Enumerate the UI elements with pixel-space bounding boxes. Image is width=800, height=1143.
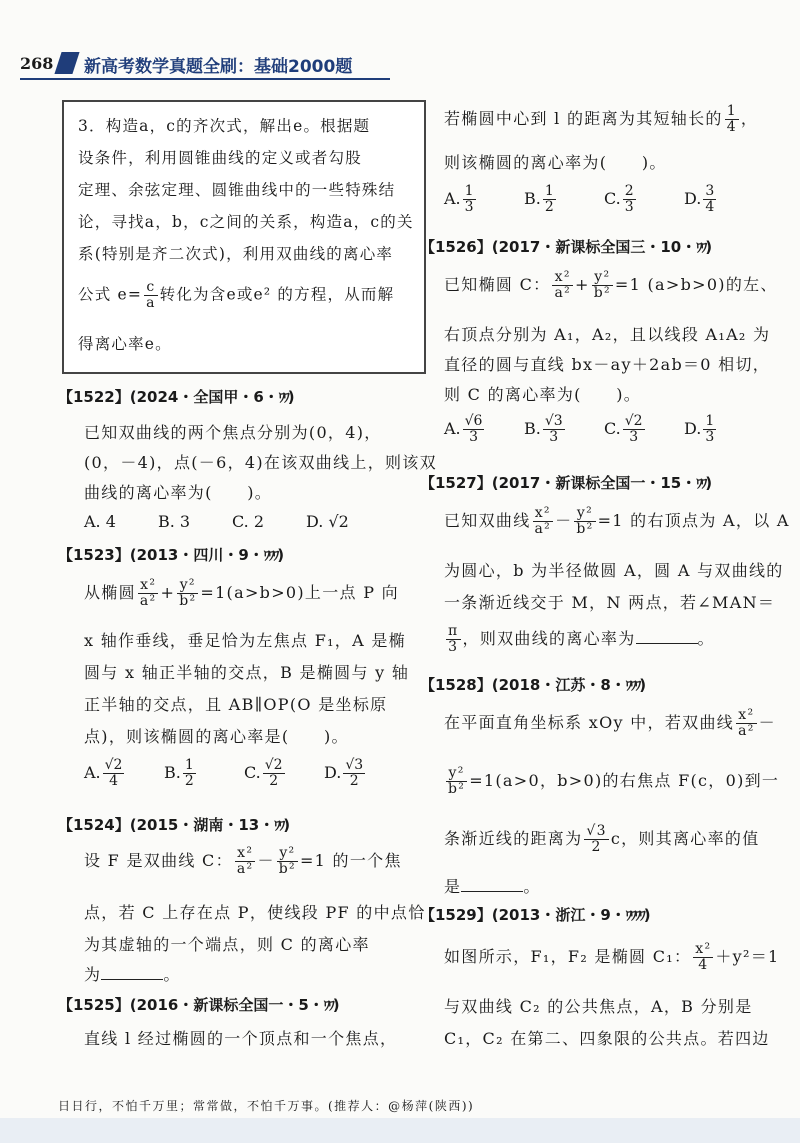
option-d: D. √2 bbox=[306, 512, 349, 531]
options-1523 bbox=[84, 758, 381, 789]
options-1526 bbox=[444, 414, 732, 445]
problem-text: 为圆心，b 为半径做圆 A，圆 A 与双曲线的 bbox=[444, 561, 784, 580]
fraction-c-over-a: $\frac{c}{a}$ bbox=[146, 279, 156, 311]
problem-text: 设 F 是双曲线 C： $\frac{\text{x²}}{\text{a²}}$ － $\frac{\text{y²}}{\text{b²}}$ =1 的一个焦 bbox=[84, 845, 402, 877]
difficulty-icon: ﾜﾜ bbox=[696, 477, 706, 492]
problem-text: C₁，C₂ 在第二、四象限的公共点。若四边 bbox=[444, 1029, 770, 1048]
option-d: D. $\frac{√3}{2}$ bbox=[324, 757, 364, 789]
header-rule bbox=[20, 78, 390, 80]
option-c: C. 2 bbox=[232, 512, 265, 531]
problem-text: x 轴作垂线，垂足恰为左焦点 F₁，A 是椭 bbox=[84, 631, 406, 650]
tip-formula-prefix: 公式 e= bbox=[78, 285, 143, 304]
option-a: A. $\frac{√2}{4}$ bbox=[84, 757, 123, 789]
problem-title-1528: 【1528】(2018・江苏・8・ﾜﾜﾜ) bbox=[420, 676, 647, 694]
problem-title-1523: 【1523】(2013・四川・9・ﾜﾜﾜ) bbox=[58, 546, 285, 564]
tip-box bbox=[62, 100, 426, 374]
tip-line: 定理、余弦定理、圆锥曲线中的一些特殊结 bbox=[78, 181, 396, 199]
problem-text: 已知双曲线 $\frac{\text{x²}}{\text{a²}}$ － $\frac{\text{y²}}{\text{b²}}$ =1 的右顶点为 A，以 A bbox=[444, 505, 790, 537]
bottom-strip bbox=[0, 1118, 800, 1143]
problem-text: 点)，则该椭圆的离心率是( )。 bbox=[84, 727, 349, 746]
problem-text: 为 。 bbox=[84, 965, 181, 984]
problem-title-1527: 【1527】(2017・新课标全国一・15・ﾜﾜ) bbox=[420, 474, 713, 492]
difficulty-icon: ﾜﾜ bbox=[323, 999, 333, 1014]
tip-formula-line bbox=[78, 280, 418, 311]
option-b: B. 3 bbox=[158, 512, 191, 531]
difficulty-icon: ﾜﾜ bbox=[696, 241, 706, 256]
problem-text: 是 。 bbox=[444, 877, 541, 896]
problem-text: 右顶点分别为 A₁，A₂，且以线段 A₁A₂ 为 bbox=[444, 325, 771, 344]
tip-line: 论，寻找a，b，c之间的关系，构造a，c的关 bbox=[78, 213, 414, 231]
problem-text: 如图所示，F₁，F₂ 是椭圆 C₁： $\frac{\text{x²}}{4}$ ＋y²＝1 bbox=[444, 941, 780, 973]
problem-text: (0，－4)，点(－6，4)在该双曲线上，则该双 bbox=[84, 453, 437, 472]
difficulty-icon: ﾜﾜﾜ bbox=[263, 549, 278, 564]
problem-title-1526: 【1526】(2017・新课标全国三・10・ﾜﾜ) bbox=[420, 238, 713, 256]
options-1525 bbox=[444, 184, 732, 215]
option-b: B. $\frac{√3}{3}$ bbox=[524, 413, 563, 445]
option-b: B. $\frac{1}{2}$ bbox=[164, 757, 194, 789]
option-d: D. $\frac{3}{4}$ bbox=[684, 183, 715, 215]
problem-text: 在平面直角坐标系 xOy 中，若双曲线 $\frac{\text{x²}}{\text{a²}}$ － bbox=[444, 707, 776, 739]
problem-text: 直径的圆与直线 bx－ay＋2ab＝0 相切， bbox=[444, 355, 771, 374]
problem-text: 曲线的离心率为( )。 bbox=[84, 483, 273, 502]
difficulty-icon: ﾜﾜ bbox=[278, 391, 288, 406]
option-c: C. $\frac{√2}{2}$ bbox=[244, 757, 283, 789]
problem-text: 直线 l 经过椭圆的一个顶点和一个焦点， bbox=[84, 1029, 398, 1048]
options-1522 bbox=[84, 512, 363, 531]
problem-title-1524: 【1524】(2015・湖南・13・ﾜﾜ) bbox=[58, 816, 291, 834]
option-a: A. $\frac{1}{3}$ bbox=[444, 183, 474, 215]
tip-line: 得离心率e。 bbox=[78, 335, 172, 353]
problem-text: 正半轴的交点，且 AB∥OP(O 是坐标原 bbox=[84, 695, 388, 714]
tip-line: 系(特别是齐二次式)，利用双曲线的离心率 bbox=[78, 245, 394, 263]
tip-line: 设条件，利用圆锥曲线的定义或者勾股 bbox=[78, 149, 362, 167]
problem-text: 已知椭圆 C： $\frac{\text{x²}}{\text{a²}}$ + $\frac{\text{y²}}{\text{b²}}$ =1 (a>b>0)的左、 bbox=[444, 269, 778, 301]
problem-text: 一条渐近线交于 M，N 两点，若∠MAN＝ bbox=[444, 593, 776, 612]
problem-text: 从椭圆 $\frac{\text{x²}}{\text{a²}}$ + $\frac{\text{y²}}{\text{b²}}$ =1(a>b>0)上一点 P 向 bbox=[84, 577, 399, 609]
tip-formula-suffix: 转化为含e或e² 的方程，从而解 bbox=[159, 285, 395, 304]
header-mark-icon bbox=[54, 52, 79, 74]
answer-blank bbox=[461, 877, 523, 892]
problem-title-1529: 【1529】(2013・浙江・9・ﾜﾜﾜﾜ) bbox=[420, 906, 651, 924]
problem-title-1522: 【1522】(2024・全国甲・6・ﾜﾜ) bbox=[58, 388, 295, 406]
difficulty-icon: ﾜﾜﾜﾜ bbox=[625, 909, 644, 924]
problem-text: 则该椭圆的离心率为( )。 bbox=[444, 153, 667, 172]
problem-title-1525: 【1525】(2016・新课标全国一・5・ﾜﾜ) bbox=[58, 996, 340, 1014]
option-c: C. $\frac{2}{3}$ bbox=[604, 183, 634, 215]
problem-text: 为其虚轴的一个端点，则 C 的离心率 bbox=[84, 935, 370, 954]
problem-text: 与双曲线 C₂ 的公共焦点，A，B 分别是 bbox=[444, 997, 753, 1016]
tip-line: 3．构造a，c的齐次式，解出e。根据题 bbox=[78, 117, 371, 135]
footer-quote: 日日行，不怕千万里；常常做，不怕千万事。(推荐人：@杨萍(陕西)) bbox=[58, 1099, 475, 1113]
problem-text: 则 C 的离心率为( )。 bbox=[444, 385, 642, 404]
problem-text: 已知双曲线的两个焦点分别为(0，4)， bbox=[84, 423, 382, 442]
option-a: A. 4 bbox=[84, 512, 116, 531]
option-b: B. $\frac{1}{2}$ bbox=[524, 183, 554, 215]
answer-blank bbox=[636, 629, 698, 644]
option-d: D. $\frac{1}{3}$ bbox=[684, 413, 715, 445]
option-c: C. $\frac{√2}{3}$ bbox=[604, 413, 643, 445]
problem-text: $\frac{\text{y²}}{\text{b²}}$ =1(a>0，b>0)的右焦点 F(c，0)到一 bbox=[448, 765, 780, 797]
problem-text: 条渐近线的距离为 $\frac{√3}{2}$ c，则其离心率的值 bbox=[444, 823, 760, 855]
answer-blank bbox=[101, 965, 163, 980]
problem-text: $\frac{\pi}{3}$ ，则双曲线的离心率为 。 bbox=[448, 623, 715, 655]
problem-text: 若椭圆中心到 l 的距离为其短轴长的 $\frac{1}{4}$ ， bbox=[444, 103, 759, 135]
problem-text: 圆与 x 轴正半轴的交点，B 是椭圆与 y 轴 bbox=[84, 663, 410, 682]
page-number: 268 bbox=[20, 54, 54, 73]
book-title: 新高考数学真题全刷：基础2000题 bbox=[84, 57, 353, 77]
difficulty-icon: ﾜﾜ bbox=[274, 819, 284, 834]
problem-text: 点，若 C 上存在点 P，使线段 PF 的中点恰 bbox=[84, 903, 426, 922]
option-a: A. $\frac{√6}{3}$ bbox=[444, 413, 483, 445]
difficulty-icon: ﾜﾜﾜ bbox=[625, 679, 640, 694]
